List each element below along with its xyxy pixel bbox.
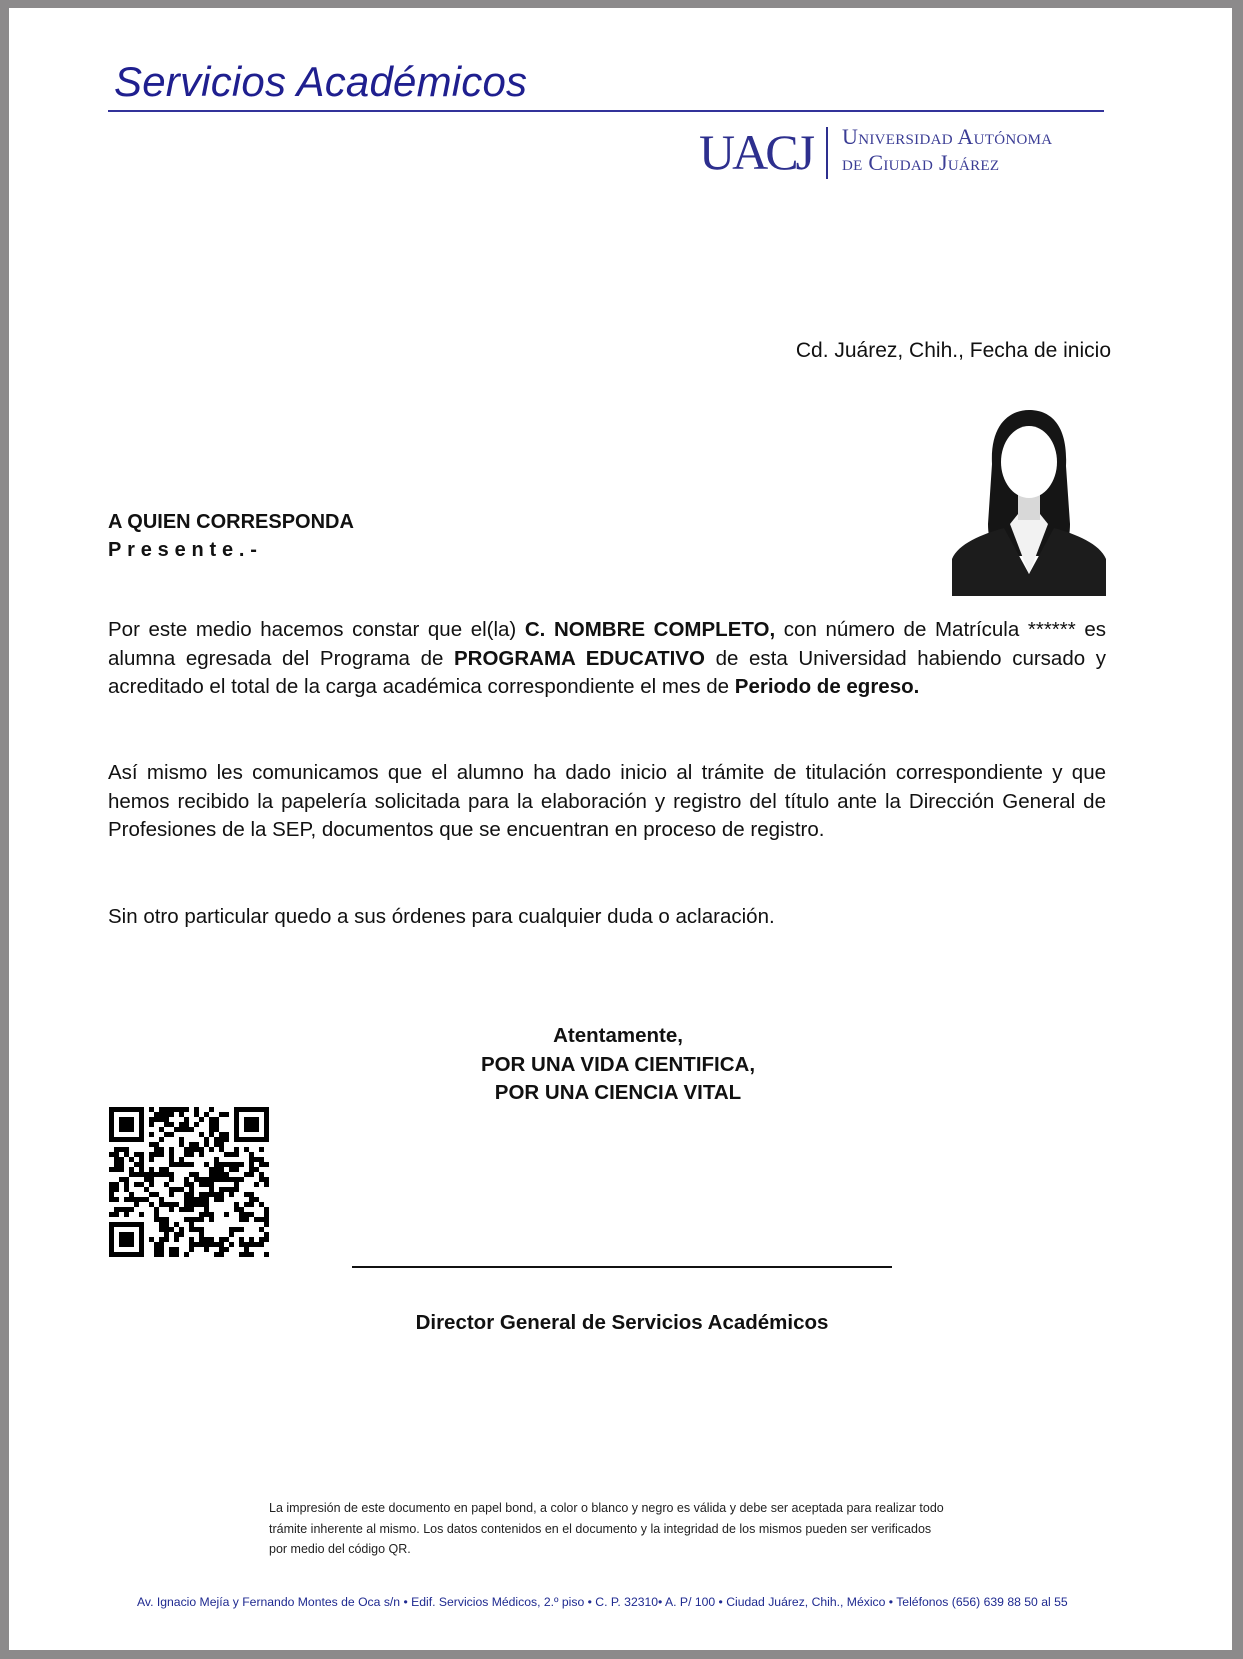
- p1-mid2: de esta Universidad habiendo cursado y acreditado el total de la carga académica correspondiente el mes de: [108, 646, 1107, 698]
- salutation-addressee: A QUIEN CORRESPONDA: [108, 511, 354, 533]
- student-photo: [952, 374, 1106, 596]
- closing-motto: [412, 1022, 824, 1108]
- qr-code: [109, 1107, 269, 1257]
- salutation: [108, 508, 354, 564]
- graduation-period: Periodo de egreso.: [734, 675, 920, 698]
- header-divider: [108, 110, 1104, 112]
- paragraph-certification: [108, 616, 1106, 702]
- logo-mark: UACJ: [699, 124, 813, 180]
- qr-code-icon: [109, 1107, 269, 1257]
- program-name: PROGRAMA EDUCATIVO: [454, 646, 705, 670]
- closing-line1: Atentamente,: [553, 1024, 683, 1047]
- logo-name-line1: Universidad Autónoma: [842, 124, 1053, 149]
- student-photo-icon: [952, 374, 1106, 596]
- signature-line: [352, 1266, 892, 1268]
- student-name: C. NOMBRE COMPLETO,: [524, 618, 776, 641]
- paragraph-titulacion: Así mismo les comunicamos que el alumno ha dado inicio al trámite de titulación correspondiente y que hemos recibido la papelería solicitada para la elaboración y registro del título ante la Dirección General de Profesiones de la SEP, documentos que se encuentran en proceso de registro.: [108, 761, 1106, 841]
- logo-divider: [826, 127, 828, 179]
- salutation-presente: Presente.-: [108, 539, 263, 561]
- footer-address: Av. Ignacio Mejía y Fernando Montes de Oca s/n • Edif. Servicios Médicos, 2.º piso • C. P. 32310• A. P/ 100 • Ciudad Juárez, Chih., México • Teléfonos (656) 639 88 50 al 55: [137, 1595, 1068, 1609]
- p1-intro: Por este medio hacemos constar que el(la): [108, 618, 517, 641]
- document-page: [9, 8, 1232, 1650]
- header-title: Servicios Académicos: [114, 58, 528, 105]
- validity-disclaimer: La impresión de este documento en papel bond, a color o blanco y negro es válida y debe ser aceptada para realizar todo trámite inherente al mismo. Los datos contenidos en el documento y la integridad de los mismos pueden ser verificados por medio del código QR.: [269, 1501, 944, 1556]
- closing-line3: POR UNA CIENCIA VITAL: [494, 1081, 742, 1104]
- logo-name-line2: de Ciudad Juárez: [842, 150, 1000, 175]
- paragraph-closing-remark: Sin otro particular quedo a sus órdenes para cualquier duda o aclaración.: [108, 905, 775, 928]
- place-date: Cd. Juárez, Chih., Fecha de inicio: [795, 339, 1111, 362]
- signer-title: Director General de Servicios Académicos: [415, 1311, 829, 1334]
- closing-line2: POR UNA VIDA CIENTIFICA,: [480, 1052, 756, 1076]
- university-logo: [699, 121, 1104, 186]
- p1-mid1: con número de Matrícula ****** es alumna egresada del Programa de: [108, 618, 1106, 670]
